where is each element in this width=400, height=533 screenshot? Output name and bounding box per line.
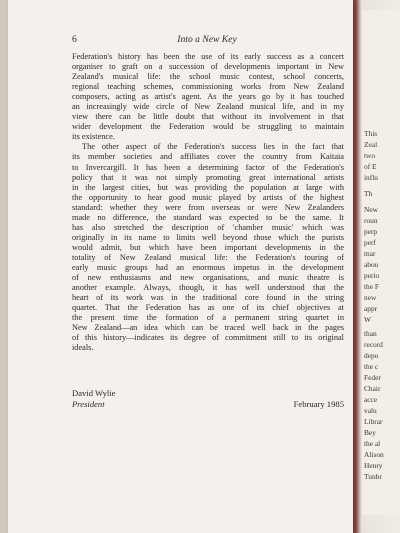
text-line: early music groups had an enormous impetus in the development — [72, 262, 344, 272]
text-line: composers, acting as artist's agent. As the years go by it has touched — [72, 92, 344, 102]
signatory-name: David Wylie — [72, 388, 116, 398]
facing-page-fragment: W — [364, 315, 371, 324]
text-line: another example. Always, though, it has well understood that the — [72, 283, 344, 293]
text-line: made no difference, the standard was expected to be the same. It — [72, 212, 344, 222]
text-line: an increasingly wide circle of New Zealand musical life, and in my — [72, 102, 344, 112]
text-line: the opportunity to hear good music played by artists of the highest — [72, 192, 344, 202]
facing-page-fragment: New — [364, 205, 378, 214]
facing-page-fragment: valu — [364, 406, 377, 415]
text-line: Zealand's musical life: the school music contest, school concerts, — [72, 72, 344, 82]
text-line: view there can be little doubt that without its involvement in that — [72, 112, 344, 122]
facing-page-fragment: Bey — [364, 428, 376, 437]
facing-page-fragment: appr — [364, 304, 378, 313]
facing-page-fragment: acce — [364, 395, 378, 404]
text-line: its existence. — [72, 132, 115, 142]
facing-page-fragment: the c — [364, 362, 379, 371]
facing-page-fragment: than — [364, 329, 377, 338]
facing-page-fragment: new — [364, 293, 377, 302]
facing-page-fragment: Tunbr — [364, 472, 382, 481]
page-number: 6 — [72, 34, 77, 45]
text-line: organiser to graft on a succession of developments important in New — [72, 62, 344, 72]
body-text — [72, 52, 344, 353]
text-line: of new enthusiasms and new organisations, and music theatre is — [72, 273, 344, 283]
text-line: would admit, but which have been important developments in the — [72, 242, 344, 252]
text-line: policy that it was not simply promoting great international artists — [72, 172, 344, 182]
text-line: in the largest cities, but was providing the population at large with — [72, 182, 344, 192]
facing-page-fragment: Alison — [364, 450, 384, 459]
facing-page-fragment: abou — [364, 260, 379, 269]
facing-page-fragment: mar — [364, 249, 376, 258]
facing-page-fragment: two — [364, 151, 376, 160]
text-line: Federation's history has been the use of its early success as a concert — [72, 52, 344, 61]
facing-page-fragment: Henry — [364, 461, 383, 470]
text-line: wider development the Federation would be struggling to maintain — [72, 122, 344, 132]
facing-page-edge — [362, 10, 400, 515]
text-line: originally in its name to limits well beyond those which the purists — [72, 232, 344, 242]
text-line: its member societies and affiliates cover the country from Kaitaia — [72, 152, 344, 162]
facing-page-fragment: This — [364, 129, 378, 138]
book-page — [8, 0, 353, 533]
facing-page-fragment: the F — [364, 282, 379, 291]
text-line: heart of its work was in the traditional core found in the string — [72, 293, 344, 303]
running-head — [72, 34, 342, 48]
text-line: regional teaching schemes, commissioning works from New Zealand — [72, 82, 344, 92]
text-line: totality of New Zealand musical life: the Federation's touring of — [72, 252, 344, 262]
text-line: standard: whether they were from overseas or were New Zealanders — [72, 202, 344, 212]
facing-page-fragment: perp — [364, 227, 378, 236]
text-line: the present time the formation of a permanent string quartet in — [72, 313, 344, 323]
facing-page-fragment: roun — [364, 216, 378, 225]
facing-page-fragment: of E — [364, 162, 377, 171]
text-line: New Zealand—an idea which can be traced well back in the pages — [72, 323, 344, 333]
facing-page-fragment: Zeal — [364, 140, 378, 149]
text-line: of this history—indicates its degree of commitment still to its original — [72, 333, 344, 343]
facing-page-fragment: perio — [364, 271, 380, 280]
text-line: quartet. That the Federation has as one of its chief objectives at — [72, 303, 344, 313]
running-title: Into a New Key — [177, 34, 237, 45]
text-line: has also stretched the description of 'chamber music' which was — [72, 222, 344, 232]
signature-date: February 1985 — [293, 399, 344, 409]
facing-page-fragment: Th — [364, 189, 373, 198]
facing-page-fragment: the al — [364, 439, 381, 448]
facing-page-fragment: Chair — [364, 384, 381, 393]
text-line: ideals. — [72, 343, 94, 353]
paragraph-start-line: The other aspect of the Federation's success lies in the fact that — [82, 142, 344, 152]
signature-block — [72, 388, 344, 418]
text-line: to Invercargill. It has been a determining factor of the Federation's — [72, 162, 344, 172]
facing-page-fragment: record — [364, 340, 383, 349]
facing-page-fragment: perf — [364, 238, 376, 247]
facing-page-fragment: Librar — [364, 417, 383, 426]
facing-page-fragment: Feder — [364, 373, 381, 382]
facing-page-fragment: depo — [364, 351, 379, 360]
facing-page-fragment: influ — [364, 173, 378, 182]
signatory-role: President — [72, 399, 105, 409]
